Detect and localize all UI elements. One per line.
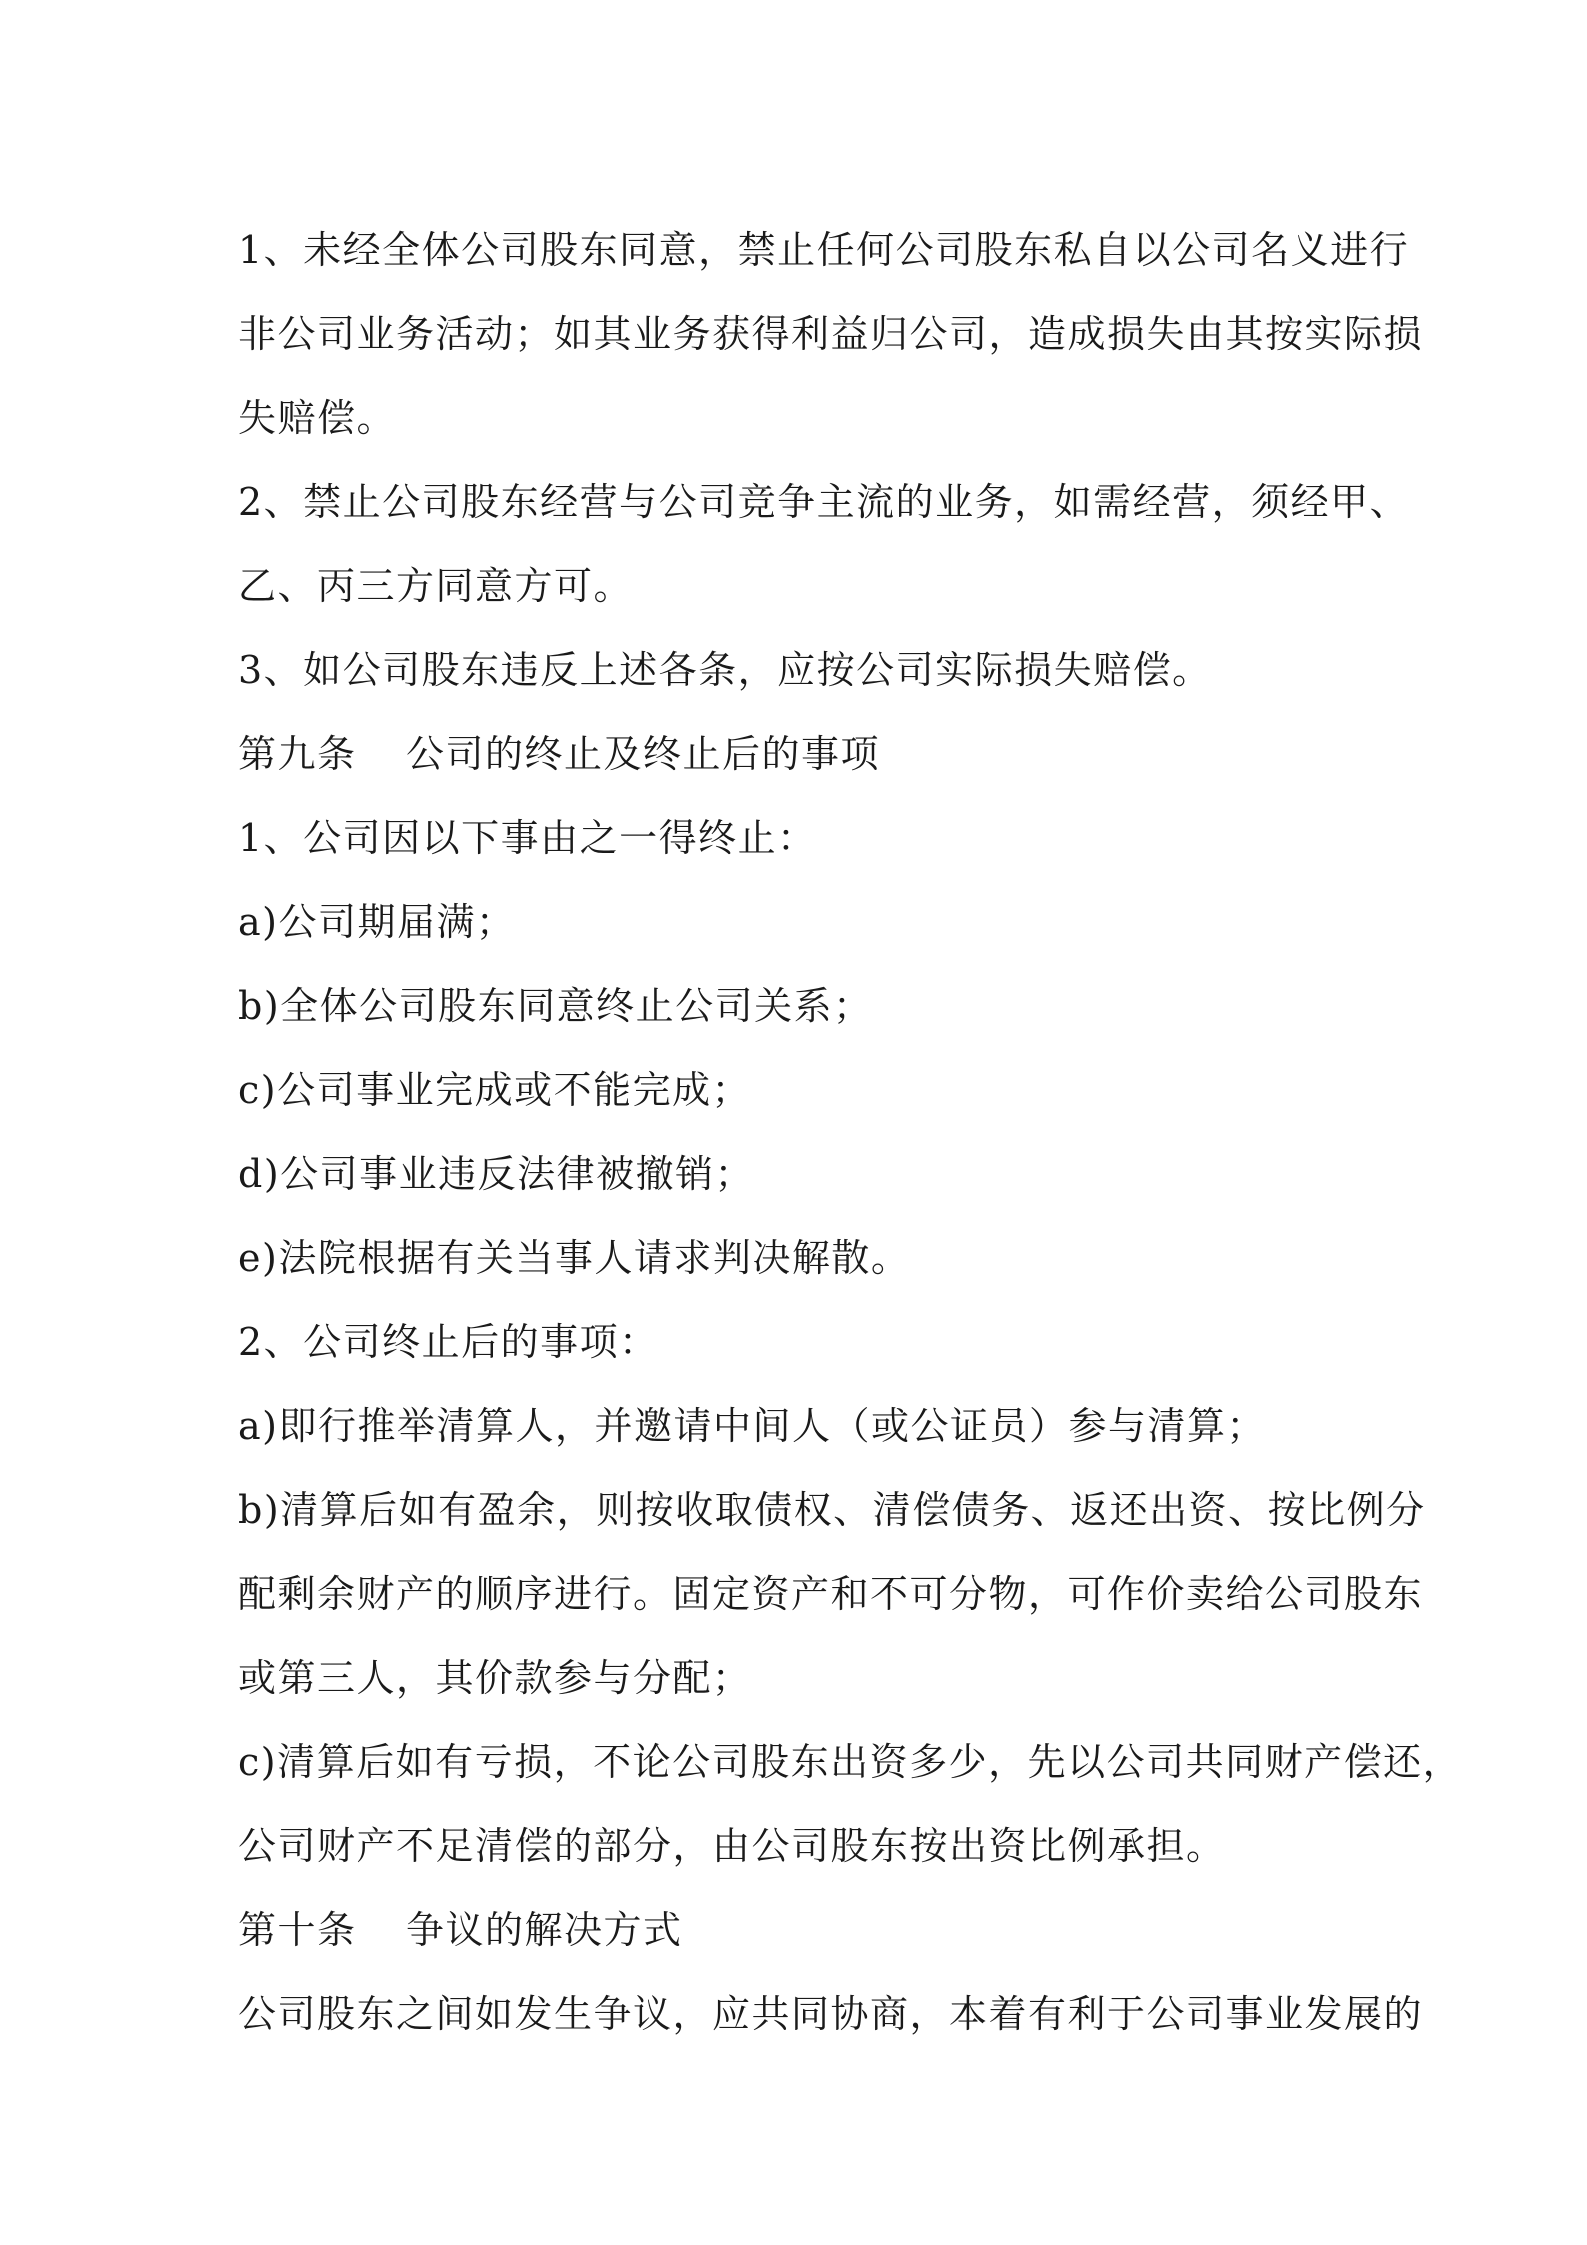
article-heading-10: [238, 1888, 1358, 1972]
paragraph-line: c)清算后如有亏损，不论公司股东出资多少，先以公司共同财产偿还，: [238, 1740, 1463, 1784]
paragraph-line: 公司股东之间如发生争议，应共同协商，本着有利于公司事业发展的: [238, 1992, 1424, 2036]
paragraph-line: b)全体公司股东同意终止公司关系；: [238, 984, 873, 1028]
paragraph-line: a)即行推举清算人，并邀请中间人（或公证员）参与清算；: [238, 1404, 1266, 1448]
paragraph-line: 2、公司终止后的事项：: [238, 1320, 659, 1364]
paragraph-line: 1、未经全体公司股东同意，禁止任何公司股东私自以公司名义进行: [238, 228, 1410, 272]
article-number: 第十条: [238, 1908, 357, 1952]
paragraph-line: 配剩余财产的顺序进行。固定资产和不可分物，可作价卖给公司股东: [238, 1572, 1424, 1616]
article-heading-9: [238, 712, 1358, 796]
document-body: [238, 208, 1463, 2056]
article-title: 公司的终止及终止后的事项: [406, 732, 881, 776]
article-number: 第九条: [238, 732, 357, 776]
paragraph-line: b)清算后如有盈余，则按收取债权、清偿债务、返还出资、按比例分: [238, 1488, 1426, 1532]
paragraph-line: 或第三人，其价款参与分配；: [238, 1656, 752, 1700]
paragraph-line: c)公司事业完成或不能完成；: [238, 1068, 752, 1112]
paragraph-line: 2、禁止公司股东经营与公司竞争主流的业务，如需经营，须经甲、: [238, 480, 1410, 524]
paragraph-line: 失赔偿。: [238, 396, 397, 440]
article-title: 争议的解决方式: [406, 1908, 683, 1952]
paragraph-line: 公司财产不足清偿的部分，由公司股东按出资比例承担。: [238, 1824, 1226, 1868]
paragraph-line: 1、公司因以下事由之一得终止：: [238, 816, 817, 860]
paragraph-line: e)法院根据有关当事人请求判决解散。: [238, 1236, 911, 1280]
paragraph-line: 非公司业务活动；如其业务获得利益归公司，造成损失由其按实际损: [238, 312, 1424, 356]
paragraph-line: a)公司期届满；: [238, 900, 516, 944]
paragraph-line: 乙、丙三方同意方可。: [238, 564, 634, 608]
paragraph-line: d)公司事业违反法律被撤销；: [238, 1152, 755, 1196]
paragraph-line: 3、如公司股东违反上述各条，应按公司实际损失赔偿。: [238, 648, 1212, 692]
